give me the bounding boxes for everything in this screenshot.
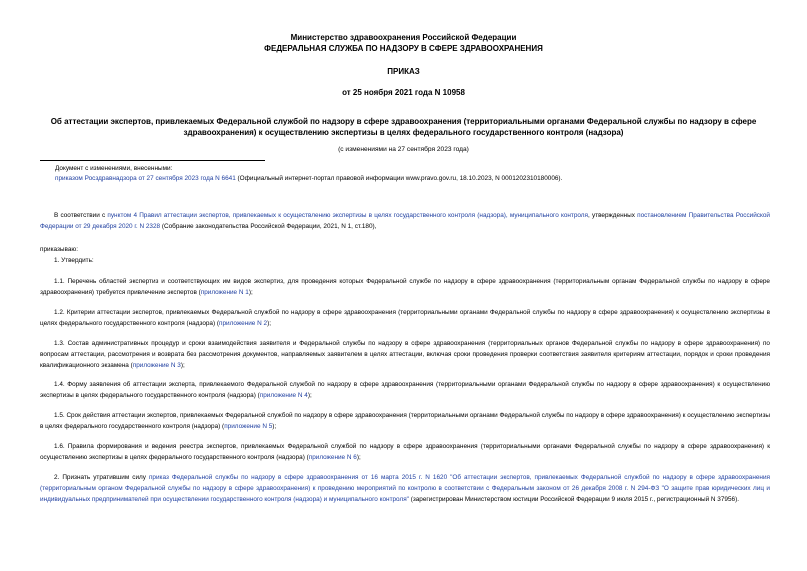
repealed-order-link[interactable]: приказ Федеральной службы по надзору в сфере здравоохранения от 16 марта 2015 г. N 1620 "Об аттестации экспертов, привлекаемых Федеральной службой по надзору в сфере здравоохранения (территориальным органом Федеральной службы по надзору в сфере здравоохранения) к проведению мероприятий по контролю в соответствии с Федеральным законом от 26 декабря 2008 г. N 294-ФЗ "О защите прав юридических лиц и индивидуальных предпринимателей при осуществлении государственного контроля (надзора) и муниципального контроля" [40,474,770,503]
item-1-4 [40,380,770,402]
amending-order-link[interactable]: приказом Росздравнадзора от 27 сентября 2023 года N 6641 [55,175,236,182]
item-end: ); [180,361,185,369]
item-1-3 [40,339,770,371]
doc-date-number: от 25 ноября 2021 года N 10958 [342,88,465,97]
preamble-text: (Собрание законодательства Российской Федерации, 2021, N 1, ст.180), [160,222,377,230]
doc-title: Об аттестации экспертов, привлекаемых Федеральной службой по надзору в сфере здравоохранения (территориальными органами Федеральной службы по надзору в сфере здравоохранения) к осуществлению экспертизы в целях федерального государственного контроля (надзора) [50,117,757,137]
item-text: 1.2. Критерии аттестации экспертов, привлекаемых Федеральной службой по надзору в сфере здравоохранения (территориальными органами Федеральной службы по надзору в сфере здравоохранения) к осуществлению экспертизы в целях федерального государственного контроля (надзора) ( [40,309,770,327]
item-text: 2. Признать утратившим силу [54,474,149,481]
doc-changes-note [55,164,775,184]
changes-source [55,174,775,184]
orders-word: приказываю: [40,246,78,253]
appendix-6-link[interactable]: приложение N 6 [308,453,357,461]
service-name: ФЕДЕРАЛЬНАЯ СЛУЖБА ПО НАДЗОРУ В СФЕРЕ ЗДРАВООХРАНЕНИЯ [264,44,543,53]
item-text: 1.6. Правила формирования и ведения реестра экспертов, привлекаемых Федеральной службой по надзору в сфере здравоохранения (территориальными органами Федеральной службы по надзору в сфере здравоохранения) к осуществлению экспертизы в целях федерального государственного контроля (надзора) ( [40,443,770,461]
item-2 [40,473,770,505]
decree-link[interactable]: постановлением Правительства Российской Федерации от 29 декабря 2020 г. N 2328 [40,212,770,230]
appendix-5-link[interactable]: приложение N 5 [224,422,273,430]
appendix-2-link[interactable]: приложение N 2 [219,319,268,327]
item-end: ); [267,319,271,327]
item-end: ); [248,288,253,296]
item-text: 1.5. Срок действия аттестации экспертов, привлекаемых Федеральной службой по надзору в сфере здравоохранения (территориальными органами Федеральной службы по надзору в сфере здравоохранения) к осуществлению экспертизы в целях федерального государственного контроля (надзора) ( [40,412,770,430]
changes-intro: Документ с изменениями, внесенными: [55,165,173,172]
item-1-2 [40,308,770,330]
item-1-text: 1. Утвердить: [54,257,94,264]
appendix-4-link[interactable]: приложение N 4 [259,391,308,399]
item-text: 1.1. Перечень областей экспертиз и соответствующих им видов экспертиз, для проведения которых Федеральной службе по надзору в сфере здравоохранения (территориальным органам Федеральной службы по надзору в сфере здравоохранения) требуется привлечение экспертов ( [40,278,770,296]
item-end: (зарегистрирован Министерством юстиции Российской Федерации 9 июля 2015 г., регистрационный N 37956). [408,495,739,503]
rules-link[interactable]: пунктом 4 Правил аттестации экспертов, привлекаемых к осуществлению экспертизы в целях государственного контроля (надзора), муниципального контроля [107,212,588,219]
item-end: ); [272,422,277,430]
doc-type: ПРИКАЗ [387,67,420,76]
divider [40,160,265,161]
item-1-5 [40,411,770,433]
ministry-name: Министерство здравоохранения Российской Федерации [290,33,517,42]
item-1-6 [40,442,770,464]
preamble-text: , утвержденных [588,212,638,219]
amendment-note: (с изменениями на 27 сентября 2023 года) [338,146,469,153]
appendix-1-link[interactable]: приложение N 1 [200,288,249,296]
item-end: ); [307,391,312,399]
item-1-1 [40,277,770,299]
item-1 [40,256,770,267]
changes-publication: (Официальный интернет-портал правовой информации www.pravo.gov.ru, 18.10.2023, N 0001202310180006). [235,175,563,182]
item-end: ); [356,453,361,461]
item-text: 1.4. Форму заявления об аттестации эксперта, привлекаемого Федеральной службой по надзору в сфере здравоохранения (территориальными органами Федеральной службы по надзору в сфере здравоохранения) к осуществлению экспертизы в целях федерального государственного контроля (надзора) ( [40,381,770,399]
item-text: 1.3. Состав административных процедур и сроки взаимодействия заявителя и Федеральной службы по надзору в сфере здравоохранения (территориальных органов Федеральной службы по надзору в сфере здравоохранения) по вопросам аттестации, рассмотрения и возврата без рассмотрения документов, направляемых заявителем в целях аттестации, включая сроки проведения проверки соответствия заявителя критериям аттестации, порядок и сроки проведения квалификационного экзамена ( [40,340,770,369]
preamble-text: В соответствии с [54,212,108,219]
preamble [40,211,770,233]
appendix-3-link[interactable]: приложение N 3 [132,361,181,369]
